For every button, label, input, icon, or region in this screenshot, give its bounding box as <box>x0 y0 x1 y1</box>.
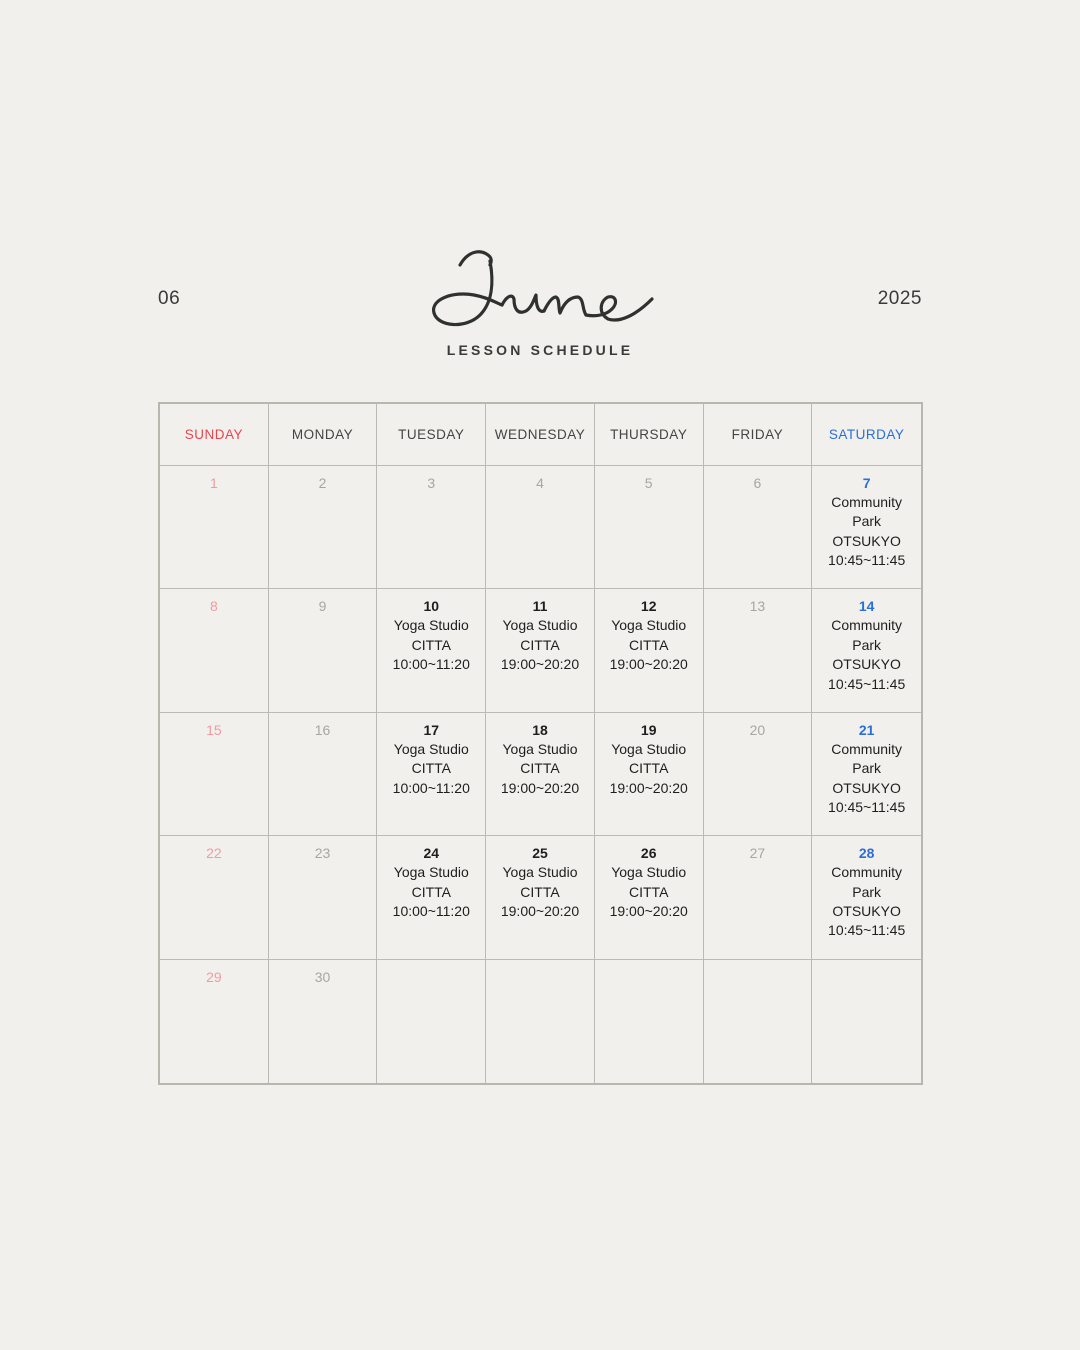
day-number: 8 <box>209 598 218 615</box>
day-cell-27 <box>704 836 813 959</box>
lesson-line: 10:45~11:45 <box>828 799 906 816</box>
day-number: 24 <box>423 845 440 862</box>
day-number: 16 <box>314 721 331 738</box>
day-number: 22 <box>206 845 222 862</box>
calendar-grid <box>158 402 923 1085</box>
weekday-header-tuesday: TUESDAY <box>377 404 486 466</box>
day-number: 29 <box>206 968 222 985</box>
lesson-line: Yoga Studio <box>502 864 578 881</box>
lesson-line: 10:45~11:45 <box>828 552 906 569</box>
lesson-line: 19:00~20:20 <box>500 779 580 796</box>
lesson-line: OTSUKYO <box>832 532 901 549</box>
day-cell-6 <box>704 466 813 589</box>
weekday-header-thursday: THURSDAY <box>595 404 704 466</box>
weekday-header-saturday: SATURDAY <box>812 404 921 466</box>
lesson-line: Yoga Studio <box>393 864 469 881</box>
lesson-line: Community <box>831 617 903 634</box>
day-number: 7 <box>862 475 871 491</box>
day-cell-25 <box>486 836 595 959</box>
lesson-line: Park <box>852 636 882 653</box>
day-number: 19 <box>640 721 657 738</box>
lesson-line: CITTA <box>629 636 669 653</box>
day-cell-29 <box>160 960 269 1083</box>
lesson-line: 19:00~20:20 <box>609 656 688 673</box>
lesson-line: CITTA <box>411 760 451 777</box>
empty-cell <box>704 960 813 1083</box>
month-title-script <box>430 243 656 333</box>
lesson-line: CITTA <box>520 636 560 653</box>
lesson-line: OTSUKYO <box>832 779 901 796</box>
day-cell-28 <box>812 836 921 959</box>
day-number: 21 <box>858 721 875 738</box>
day-number: 30 <box>314 968 331 985</box>
day-cell-5 <box>595 466 704 589</box>
month-number: 06 <box>158 288 181 309</box>
lesson-line: OTSUKYO <box>832 903 901 919</box>
day-cell-9 <box>269 589 378 712</box>
day-number: 11 <box>532 598 548 615</box>
day-cell-8 <box>160 589 269 712</box>
lesson-line: Community <box>831 740 903 757</box>
lesson-line: 10:00~11:20 <box>392 656 470 673</box>
lesson-line: Community <box>831 494 903 510</box>
day-number: 28 <box>858 845 875 862</box>
day-number: 13 <box>749 598 766 615</box>
day-cell-24 <box>377 836 486 959</box>
day-number: 2 <box>318 475 327 491</box>
year-label: 2025 <box>877 288 922 309</box>
lesson-line: Community <box>831 864 903 881</box>
lesson-line: CITTA <box>629 760 669 777</box>
day-cell-1 <box>160 466 269 589</box>
lesson-line: Yoga Studio <box>502 740 578 757</box>
lesson-line: CITTA <box>520 883 560 900</box>
day-cell-22 <box>160 836 269 959</box>
empty-cell <box>486 960 595 1083</box>
lesson-line: 19:00~20:20 <box>500 903 580 919</box>
day-number: 4 <box>536 475 544 491</box>
day-cell-4 <box>486 466 595 589</box>
lesson-line: CITTA <box>411 636 451 653</box>
lesson-line: CITTA <box>411 883 451 900</box>
lesson-line: Park <box>852 760 882 777</box>
day-cell-10 <box>377 589 486 712</box>
day-cell-3 <box>377 466 486 589</box>
lesson-line: Park <box>852 513 882 530</box>
day-cell-14 <box>812 589 921 712</box>
day-number: 15 <box>206 721 222 738</box>
empty-cell <box>812 960 921 1083</box>
lesson-line: 10:00~11:20 <box>392 779 470 796</box>
day-number: 18 <box>532 721 548 738</box>
day-number: 14 <box>858 598 875 615</box>
day-cell-11 <box>486 589 595 712</box>
weekday-header-sunday: SUNDAY <box>160 404 269 466</box>
lesson-line: CITTA <box>629 883 669 900</box>
day-cell-17 <box>377 713 486 836</box>
day-number: 12 <box>640 598 657 615</box>
day-cell-23 <box>269 836 378 959</box>
lesson-line: 19:00~20:20 <box>609 903 688 919</box>
empty-cell <box>377 960 486 1083</box>
subtitle: LESSON SCHEDULE <box>446 342 634 358</box>
lesson-line: Yoga Studio <box>393 740 469 757</box>
day-number: 17 <box>423 721 440 738</box>
day-cell-7 <box>812 466 921 589</box>
day-number: 27 <box>749 845 766 862</box>
lesson-line: 19:00~20:20 <box>500 656 580 673</box>
day-cell-2 <box>269 466 378 589</box>
day-cell-15 <box>160 713 269 836</box>
day-number: 5 <box>644 475 653 491</box>
day-number: 26 <box>640 845 657 862</box>
weekday-header-monday: MONDAY <box>269 404 378 466</box>
day-cell-16 <box>269 713 378 836</box>
day-cell-18 <box>486 713 595 836</box>
day-cell-19 <box>595 713 704 836</box>
day-cell-26 <box>595 836 704 959</box>
day-number: 25 <box>532 845 548 862</box>
lesson-line: 19:00~20:20 <box>609 779 688 796</box>
day-number: 3 <box>427 475 436 491</box>
lesson-line: 10:45~11:45 <box>828 675 906 692</box>
lesson-line: Yoga Studio <box>611 617 687 634</box>
day-cell-21 <box>812 713 921 836</box>
empty-cell <box>595 960 704 1083</box>
weekday-header-wednesday: WEDNESDAY <box>486 404 595 466</box>
lesson-line: Yoga Studio <box>611 740 687 757</box>
lesson-line: 10:00~11:20 <box>392 903 470 919</box>
lesson-line: 10:45~11:45 <box>828 922 906 939</box>
lesson-line: Yoga Studio <box>611 864 687 881</box>
lesson-line: Park <box>852 883 882 900</box>
day-number: 23 <box>314 845 331 862</box>
day-number: 6 <box>753 475 762 491</box>
day-number: 1 <box>209 475 218 491</box>
day-cell-12 <box>595 589 704 712</box>
day-cell-30 <box>269 960 378 1083</box>
day-cell-20 <box>704 713 813 836</box>
day-number: 9 <box>318 598 327 615</box>
lesson-line: CITTA <box>520 760 560 777</box>
lesson-line: Yoga Studio <box>393 617 469 634</box>
lesson-line: OTSUKYO <box>832 656 901 673</box>
day-cell-13 <box>704 589 813 712</box>
lesson-line: Yoga Studio <box>502 617 578 634</box>
day-number: 10 <box>423 598 440 615</box>
day-number: 20 <box>749 721 766 738</box>
weekday-header-friday: FRIDAY <box>704 404 813 466</box>
